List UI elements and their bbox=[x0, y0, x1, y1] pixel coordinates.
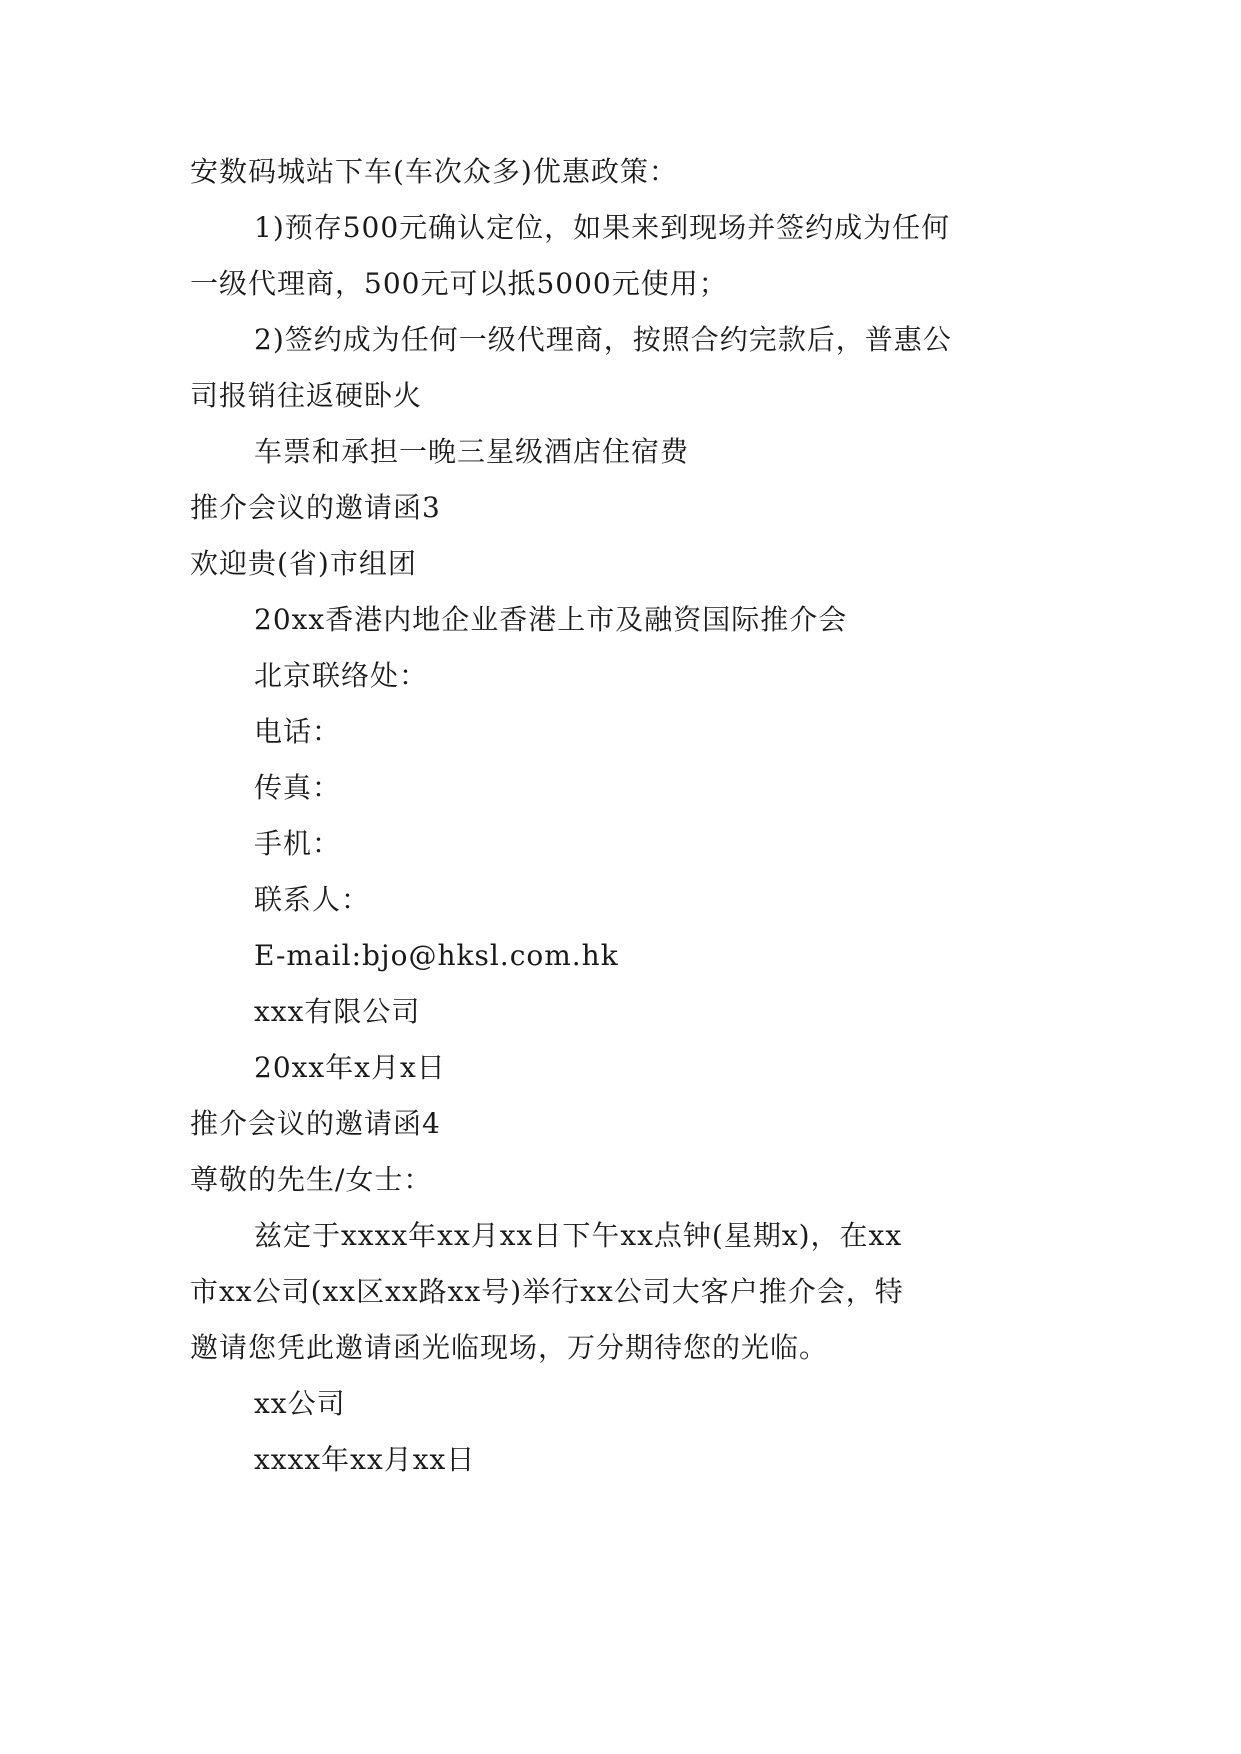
text-line: 1)预存500元确认定位，如果来到现场并签约成为任何 bbox=[254, 211, 951, 244]
text-line: 兹定于xxxx年xx月xx日下午xx点钟(星期x)，在xx bbox=[254, 1219, 903, 1252]
text-line: 一级代理商，500元可以抵5000元使用； bbox=[190, 267, 728, 300]
section-heading: 推介会议的邀请函3 bbox=[190, 491, 441, 524]
text-line: 欢迎贵(省)市组团 bbox=[190, 547, 417, 580]
date-line: 20xx年x月x日 bbox=[254, 1051, 446, 1084]
text-line: 市xx公司(xx区xx路xx号)举行xx公司大客户推介会，特 bbox=[190, 1275, 904, 1308]
text-line: 北京联络处： bbox=[254, 659, 429, 692]
salutation: 尊敬的先生/女士： bbox=[190, 1163, 433, 1196]
date-line: xxxx年xx月xx日 bbox=[254, 1443, 476, 1476]
text-line: 电话： bbox=[254, 715, 342, 748]
text-line: 司报销往返硬卧火 bbox=[190, 379, 423, 412]
text-line: 2)签约成为任何一级代理商，按照合约完款后，普惠公 bbox=[254, 323, 952, 356]
text-line: 传真： bbox=[254, 771, 342, 804]
text-line: 联系人： bbox=[254, 883, 371, 916]
text-line: 车票和承担一晚三星级酒店住宿费 bbox=[254, 435, 690, 468]
text-line: 邀请您凭此邀请函光临现场，万分期待您的光临。 bbox=[190, 1331, 829, 1364]
text-line: 安数码城站下车(车次众多)优惠政策： bbox=[190, 155, 678, 188]
signature-company: xx公司 bbox=[254, 1387, 346, 1420]
email-text: E-mail:bjo@hksl.com.hk bbox=[254, 939, 619, 972]
section-heading: 推介会议的邀请函4 bbox=[190, 1107, 441, 1140]
text-line: 手机： bbox=[254, 827, 342, 860]
text-line: xxx有限公司 bbox=[254, 995, 421, 1028]
text-line: 20xx香港内地企业香港上市及融资国际推介会 bbox=[254, 603, 848, 636]
